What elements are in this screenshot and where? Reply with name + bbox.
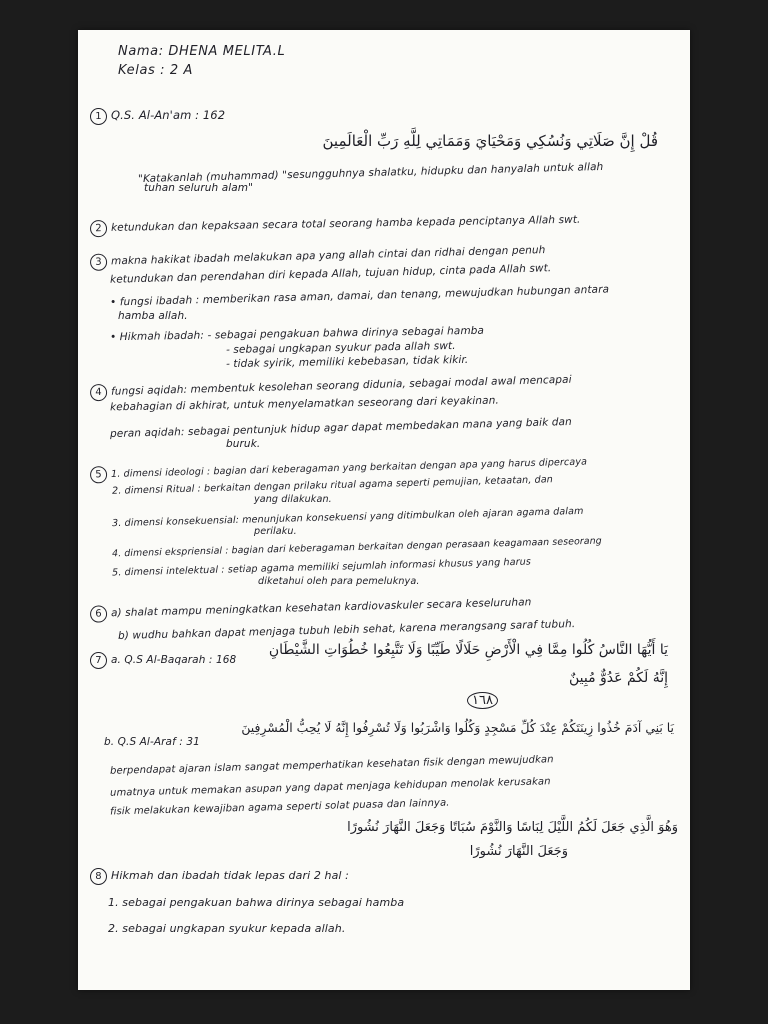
answer-7-reference-a: a. Q.S Al-Baqarah : 168: [111, 654, 237, 666]
answer-4-text-1: fungsi aqidah: membentuk kesolehan seorang didunia, sebagai modal awal mencapai: [110, 373, 572, 398]
answer-number-7: 7: [90, 652, 107, 669]
answer-8-line-2: 1. sebagai pengakuan bahwa dirinya sebagai hamba: [108, 896, 405, 909]
handwritten-page: [78, 30, 690, 990]
answer-7-verse-number: [258, 692, 498, 709]
answer-5-line-8: diketahui oleh para pemeluknya.: [258, 576, 420, 587]
answer-5-line-7: 5. dimensi intelektual : setiap agama memiliki sejumlah informasi khusus yang harus: [111, 556, 532, 579]
answer-5-line-3: yang dilakukan.: [254, 494, 332, 505]
answer-7-line-2: umatnya untuk memakan asupan yang dapat menjaga kehidupan menolak kerusakan: [109, 776, 551, 799]
answer-7-line-3: fisik melakukan kewajiban agama seperti solat puasa dan lainnya.: [109, 797, 450, 818]
answer-6-line-2: b) wudhu bahkan dapat menjaga tubuh lebih sehat, karena merangsang saraf tubuh.: [117, 618, 576, 642]
answer-7-arabic-c2: وَجَعَلَ النَّهَارَ نُشُورًا: [469, 844, 568, 859]
answer-5-line-2: 2. dimensi Ritual : berkaitan dengan prilaku ritual agama seperti pemujian, ketaatan, dan: [111, 474, 554, 497]
answer-2: [90, 212, 581, 238]
answer-8-line-1: [90, 868, 349, 885]
answer-1-arabic-verse: قُلْ إِنَّ صَلَاتِي وَنُسُكِي وَمَحْيَايَ وَمَمَاتِي لِلَّهِ رَبِّ الْعَالَمِينَ: [322, 132, 658, 150]
student-class: Kelas : 2 A: [118, 63, 193, 78]
answer-3-line-6: - sebagai ungkapan syukur pada allah swt.: [225, 339, 456, 357]
answer-6-line-1: [90, 594, 532, 623]
answer-7-ref-a: [90, 652, 236, 669]
answer-number-2: 2: [90, 220, 107, 237]
answer-number-3: 3: [90, 254, 107, 271]
answer-7-reference-b: b. Q.S Al-Araf : 31: [104, 736, 200, 748]
answer-3-line-4: hamba allah.: [118, 310, 188, 322]
answer-7-arabic-b: يَا بَنِي آدَمَ خُذُوا زِينَتَكُمْ عِنْدَ كُلِّ مَسْجِدٍ وَكُلُوا وَاشْرَبُوا وَلَا تُسْرِفُوا إِنَّهُ لَا يُحِبُّ الْمُسْرِفِينَ: [241, 720, 674, 735]
answer-7-arabic-c1: وَهُوَ الَّذِي جَعَلَ لَكُمُ اللَّيْلَ لِبَاسًا وَالنَّوْمَ سُبَاتًا وَجَعَلَ النَّهَارَ نُشُورًا: [347, 820, 678, 835]
answer-number-6: 6: [90, 605, 107, 622]
student-name: Nama: DHENA MELITA.L: [118, 44, 286, 59]
answer-5-text-1: 1. dimensi ideologi : bagian dari keberagaman yang berkaitan dengan apa yang harus dipercaya: [110, 456, 588, 480]
answer-number-1: 1: [90, 108, 107, 125]
answer-3-text-1: makna hakikat ibadah melakukan apa yang allah cintai dan ridhai dengan penuh: [110, 244, 546, 268]
answer-5-line-4: 3. dimensi konsekuensial: menunjukan konsekuensi yang ditimbulkan oleh ajaran agama dalam: [111, 505, 584, 530]
answer-1-reference: Q.S. Al-An'am : 162: [111, 108, 226, 122]
answer-3-line-7: - tidak syirik, memiliki kebebasan, tidak kikir.: [225, 353, 469, 371]
verse-number-badge: ١٦٨: [467, 692, 498, 709]
answer-4-line-4: buruk.: [226, 438, 261, 450]
answer-1-ref: [90, 108, 225, 125]
answer-8-text-1: Hikmah dan ibadah tidak lepas dari 2 hal :: [111, 869, 349, 882]
answer-number-8: 8: [90, 868, 107, 885]
answer-3-line-5: • Hikmah ibadah: - sebagai pengakuan bahwa dirinya sebagai hamba: [109, 324, 485, 344]
answer-8-line-3: 2. sebagai ungkapan syukur kepada allah.: [108, 922, 346, 935]
answer-number-4: 4: [90, 384, 107, 401]
answer-5-line-6: 4. dimensi ekspriensial : bagian dari keberagaman berkaitan dengan perasaan keagamaan seseorang: [111, 535, 602, 560]
answer-3-line-2: ketundukan dan perendahan diri kepada Allah, tujuan hidup, cinta pada Allah swt.: [109, 262, 552, 286]
answer-7-line-1: berpendapat ajaran islam sangat memperhatikan kesehatan fisik dengan mewujudkan: [109, 754, 554, 777]
answer-1-translation-1: "Katakanlah (muhammad) "sesungguhnya shalatku, hidupku dan hanyalah untuk allah: [137, 160, 604, 186]
answer-4-line-2: kebahagian di akhirat, untuk menyelamatkan seseorang dari keyakinan.: [109, 394, 499, 414]
answer-1-translation-2: tuhan seluruh alam": [144, 182, 254, 194]
answer-5-line-5: perilaku.: [254, 526, 297, 537]
answer-4-line-3: peran aqidah: sebagai pentunjuk hidup agar dapat membedakan mana yang baik dan: [109, 415, 572, 441]
answer-2-text: ketundukan dan kepaksaan secara total seorang hamba kepada penciptanya Allah swt.: [110, 213, 581, 234]
answer-6-text-1: a) shalat mampu meningkatkan kesehatan kardiovaskuler secara keseluruhan: [110, 596, 532, 620]
answer-3-line-3: • fungsi ibadah : memberikan rasa aman, damai, dan tenang, mewujudkan hubungan antara: [109, 283, 610, 309]
answer-number-5: 5: [90, 466, 107, 483]
answer-7-arabic-a1: يَا أَيُّهَا النَّاسُ كُلُوا مِمَّا فِي الْأَرْضِ حَلَالًا طَيِّبًا وَلَا تَتَّبِعُوا خُطُوَاتِ الشَّيْطَانِ: [268, 642, 668, 658]
answer-7-arabic-a2: إِنَّهُ لَكُمْ عَدُوٌّ مُبِينٌ: [568, 670, 668, 686]
